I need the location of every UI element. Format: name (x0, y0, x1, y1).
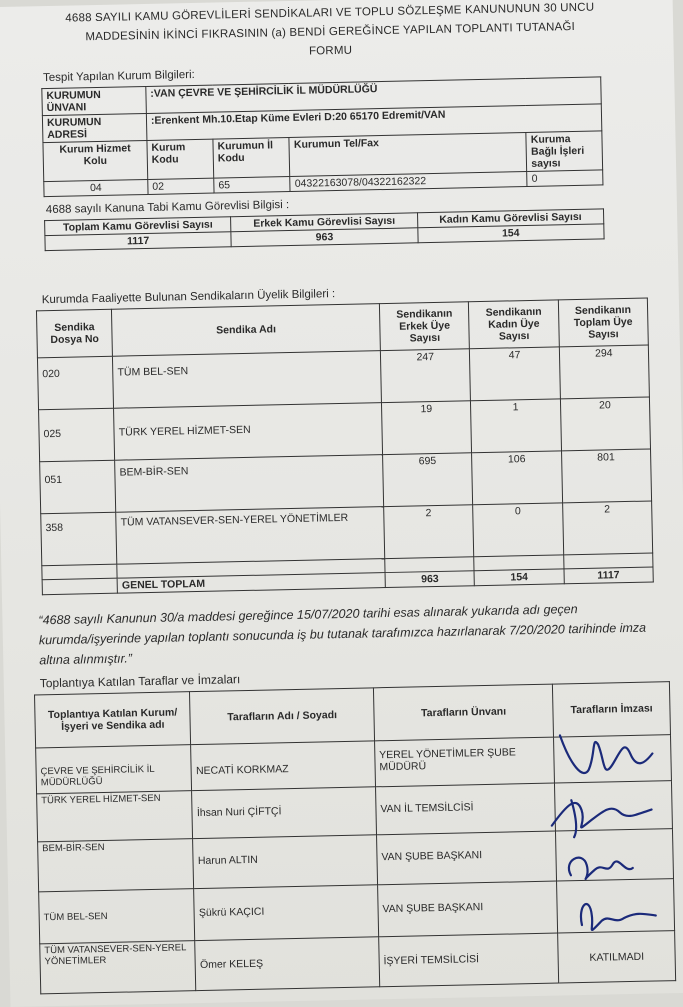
header-tel-fax: Kurumun Tel/Fax (289, 133, 527, 177)
title-line-1: 4688 SAYILI KAMU GÖREVLİLERİ SENDİKALARI VE TOPLU SÖZLEŞME KANUNUNUN 30 UNCU (65, 1, 595, 25)
header-affiliated-count: Kuruma Bağlı İşleri sayısı (526, 131, 602, 172)
participant-org: BEM-BİR-SEN (38, 839, 194, 892)
value-affiliated-count: 0 (527, 170, 603, 187)
participant-name: Harun ALTIN (193, 835, 378, 889)
union-total: 2 (562, 501, 652, 555)
unions-table (36, 298, 654, 596)
header-code: Kurum Kodu (147, 139, 214, 179)
value-service-branch: 04 (44, 179, 148, 196)
staff-section-label: 4688 sayılı Kanuna Tabi Kamu Görevlisi Bilgisi : (45, 199, 290, 217)
header-organization: Toplantıya Katılan Kurum/İşyeri ve Sendika adı (35, 692, 191, 748)
signature-1 (560, 734, 653, 774)
signatures-drawing (540, 723, 675, 956)
name-value: :VAN ÇEVRE VE ŞEHİRCİLİK İL MÜDÜRLÜĞÜ (146, 77, 602, 114)
participant-title: VAN İL TEMSİLCİSİ (375, 783, 555, 835)
address-label: KURUMUN ADRESİ (42, 113, 146, 142)
header-male-staff: Erkek Kamu Görevlisi Sayısı (231, 213, 418, 232)
grand-total-male: 963 (385, 571, 475, 588)
staff-table (44, 208, 605, 251)
participant-absent-mark: KATILMADI (558, 931, 676, 983)
participant-title: VAN ŞUBE BAŞKANI (376, 831, 556, 885)
header-service-branch: Kurum Hizmet Kolu (43, 140, 148, 181)
participant-title: İŞYERİ TEMSİLCİSİ (379, 933, 559, 987)
participant-org: TÜRK YEREL HİZMET-SEN (37, 791, 193, 842)
union-female: 1 (471, 399, 561, 453)
participant-name: Ömer KELEŞ (195, 937, 380, 991)
title-line-2: MADDESİNİN İKİNCİ FIKRASININ (a) BENDİ GEREĞİNCE YAPILAN TOPLANTI TUTANAĞI (85, 20, 576, 44)
header-female-staff: Kadın Kamu Görevlisi Sayısı (417, 209, 604, 228)
union-male: 19 (382, 401, 472, 455)
participant-name: NECATİ KORKMAZ (191, 741, 375, 791)
participant-name: İhsan Nuri ÇİFTÇİ (192, 787, 376, 839)
participant-title: YEREL YÖNETİMLER ŞUBE MÜDÜRÜ (374, 737, 554, 787)
institution-table (41, 76, 603, 197)
union-total: 20 (560, 397, 650, 451)
grand-total-label: GENEL TOPLAM (117, 573, 385, 594)
union-female: 106 (472, 451, 562, 505)
union-female: 0 (473, 503, 563, 557)
address-value: :Erenkent Mh.10.Etap Küme Evleri D:20 65170 Edremit/VAN (146, 104, 602, 141)
signature-3 (569, 857, 633, 880)
name-label: KURUMUN ÜNVANI (42, 86, 146, 115)
statement-paragraph: “4688 sayılı Kanunun 30/a maddesi gereğince 15/07/2020 tarihi esas alınarak yukarıda adı geçen kurumda/işyerinde yapılan toplantı sonucunda iş bu tutanak tarafımızca hazırlanarak 7/20/2020 tarihinde imza altına alınmıştır.” (38, 602, 647, 668)
participant-org: ÇEVRE VE ŞEHİRCİLİK İL MÜDÜRLÜĞÜ (36, 745, 192, 794)
union-name: TÜM BEL-SEN (113, 351, 382, 409)
union-female: 47 (470, 347, 560, 401)
union-total: 294 (559, 345, 649, 399)
grand-total-all: 1117 (564, 567, 654, 584)
value-province-code: 65 (214, 176, 291, 193)
header-male-members: Sendikanın Erkek Üye Sayısı (380, 302, 470, 351)
union-file-no: 358 (41, 512, 117, 566)
union-male: 247 (380, 349, 470, 403)
meeting-section-label: Toplantıya Katılan Taraflar ve İmzaları (39, 672, 241, 691)
participant-name: Şükrü KAÇICI (194, 885, 379, 941)
header-person-title: Tarafların Ünvanı (373, 684, 554, 741)
header-signature: Tarafların İmzası (553, 682, 671, 737)
union-name: TÜM VATANSEVER-SEN-YEREL YÖNETİMLER (116, 507, 385, 565)
header-total-staff: Toplam Kamu Görevlisi Sayısı (45, 217, 232, 236)
signature-4 (581, 903, 656, 931)
union-file-no: 051 (40, 460, 116, 514)
union-file-no: 025 (39, 408, 115, 462)
union-male: 695 (383, 453, 473, 507)
participant-org: TÜM VATANSEVER-SEN-YEREL YÖNETİMLER (40, 941, 196, 994)
value-male-staff: 963 (231, 228, 418, 247)
participant-title: VAN ŞUBE BAŞKANI (377, 881, 557, 937)
union-male: 2 (384, 505, 474, 559)
grand-total-female: 154 (474, 569, 564, 586)
form-title (50, 0, 611, 67)
header-person-name: Tarafların Adı / Soyadı (190, 688, 375, 745)
value-female-staff: 154 (417, 224, 604, 243)
title-line-3: FORMU (308, 44, 353, 58)
union-name: BEM-BİR-SEN (115, 455, 384, 513)
header-file-no: Sendika Dosya No (36, 309, 112, 358)
unions-section-label: Kurumda Faaliyette Bulunan Sendikaların Üyelik Bilgileri : (41, 288, 336, 307)
signature-2 (551, 799, 652, 838)
value-total-staff: 1117 (45, 232, 232, 251)
institution-section-label: Tespit Yapılan Kurum Bilgileri: (42, 68, 195, 85)
value-code: 02 (148, 178, 214, 194)
participant-org: TÜM BEL-SEN (39, 889, 195, 944)
header-total-members: Sendikanın Toplam Üye Sayısı (558, 298, 648, 347)
value-tel-fax: 04322163078/04322162322 (290, 172, 527, 192)
header-province-code: Kurumun İl Kodu (213, 137, 290, 178)
union-file-no: 020 (37, 356, 113, 410)
union-total: 801 (561, 449, 651, 503)
union-name: TÜRK YEREL HİZMET-SEN (114, 403, 383, 461)
header-union-name: Sendika Adı (112, 304, 381, 357)
header-female-members: Sendikanın Kadın Üye Sayısı (469, 300, 559, 349)
